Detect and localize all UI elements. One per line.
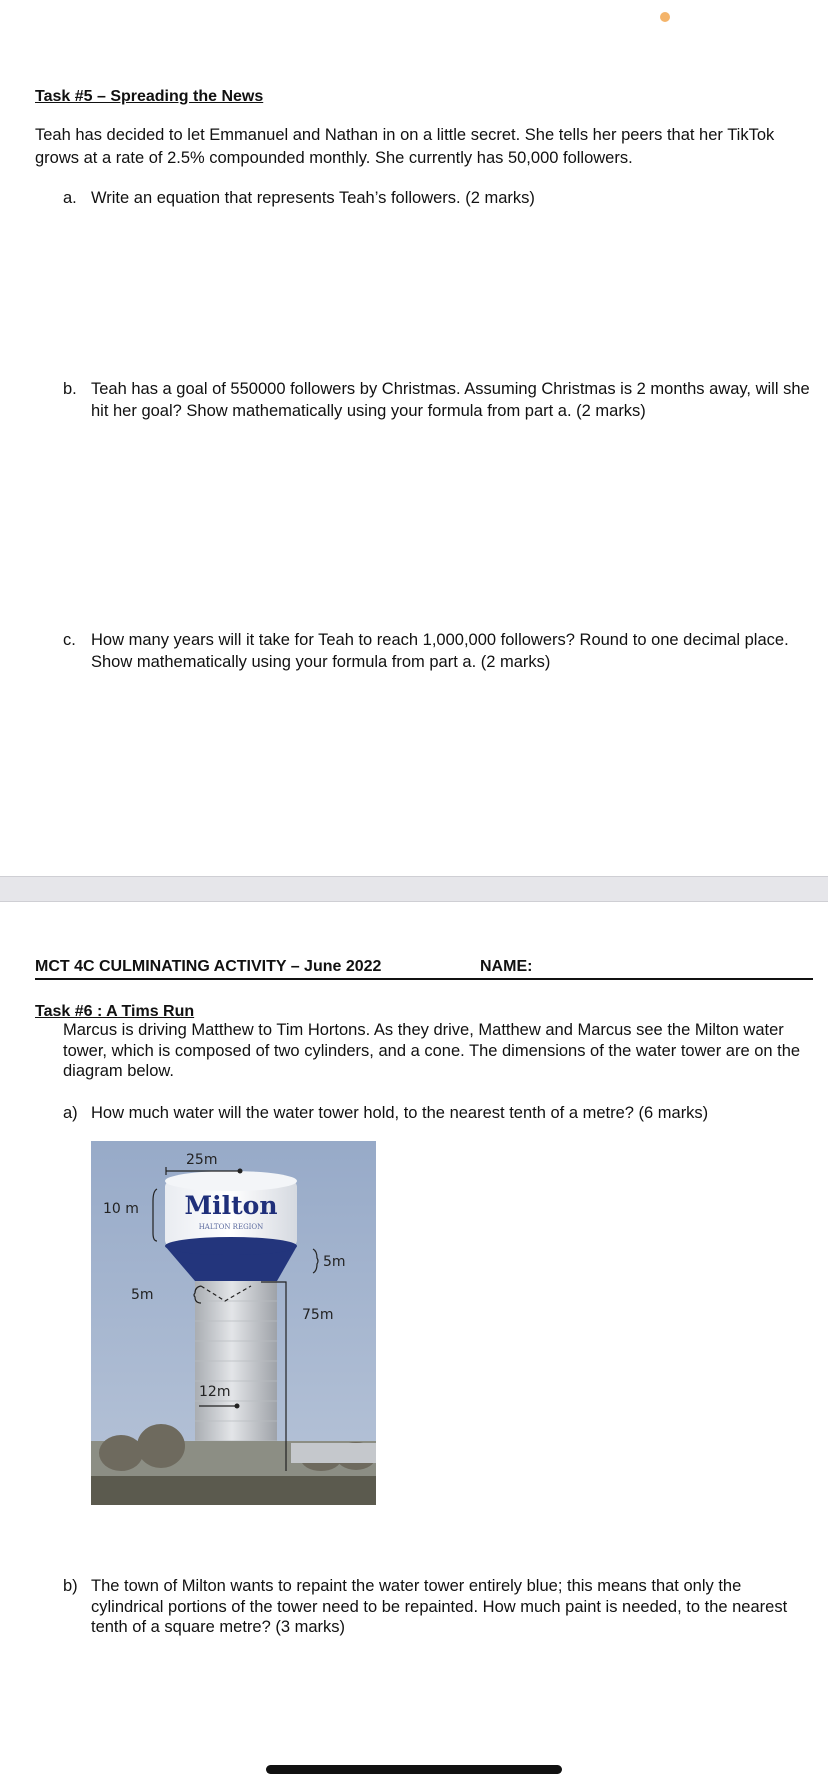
tower-tank-bottom [165,1237,297,1255]
course-title: MCT 4C CULMINATING ACTIVITY – June 2022 [35,958,382,975]
building [291,1443,376,1463]
dim-height-label: 75m [302,1307,334,1323]
tower-subtext: HALTON REGION [198,1223,264,1231]
home-indicator[interactable] [266,1765,562,1774]
dim-dot-bottom [235,1404,240,1409]
question-text: How much water will the water tower hold, to the nearest tenth of a metre? (6 marks) [91,1104,709,1122]
status-dot [660,12,670,22]
fence [91,1476,376,1505]
dim-bottom-label: 12m [199,1384,231,1400]
water-tower-diagram [91,1141,376,1505]
task5-heading: Task #5 – Spreading the News [35,88,264,105]
dim-dot-top [238,1169,243,1174]
question-text: Write an equation that represents Teah’s followers. (2 marks) [91,189,535,207]
question-label: c. [63,631,76,649]
task6-question-b [63,1576,818,1642]
tower-tank-top [165,1171,297,1191]
dim-left-lower-label: 5m [131,1287,154,1303]
name-label: NAME: [480,958,533,975]
question-label: a) [63,1104,78,1122]
task5-question-b [63,378,818,426]
task6-intro: Marcus is driving Matthew to Tim Hortons. As they drive, Matthew and Marcus see the Milton water tower, which is composed of two cylinders, and a cone. The dimensions of the water tower are on the diagram below. [63,1021,801,1080]
tower-text: Milton [184,1191,278,1220]
dim-top-label: 25m [186,1152,218,1168]
task6-question-a [63,1102,818,1126]
name-underline [35,978,813,980]
question-label: a. [63,189,77,207]
page-divider [0,876,828,902]
task6-heading: Task #6 : A Tims Run [35,1003,195,1020]
question-text: Teah has a goal of 550000 followers by Christmas. Assuming Christmas is 2 months away, will she hit her goal? Show mathematically using your formula from part a. (2 marks) [91,380,810,420]
task5-question-c [63,629,793,677]
question-text: How many years will it take for Teah to reach 1,000,000 followers? Round to one decimal place. Show mathematically using your formula from part a. (2 marks) [91,631,789,671]
question-label: b. [63,380,77,398]
task5-intro: Teah has decided to let Emmanuel and Nathan in on a little secret. She tells her peers that her TikTok grows at a rate of 2.5% compounded monthly. She currently has 50,000 followers. [35,126,775,167]
task5-question-a [63,187,813,211]
question-label: b) [63,1577,78,1595]
question-text: The town of Milton wants to repaint the water tower entirely blue; this means that only the cylindrical portions of the tower need to be repainted. How much paint is needed, to the nearest tenth of a square metre? (3 marks) [91,1577,788,1636]
dim-cone-label: 5m [323,1254,346,1270]
dim-left-upper-label: 10 m [103,1201,139,1217]
